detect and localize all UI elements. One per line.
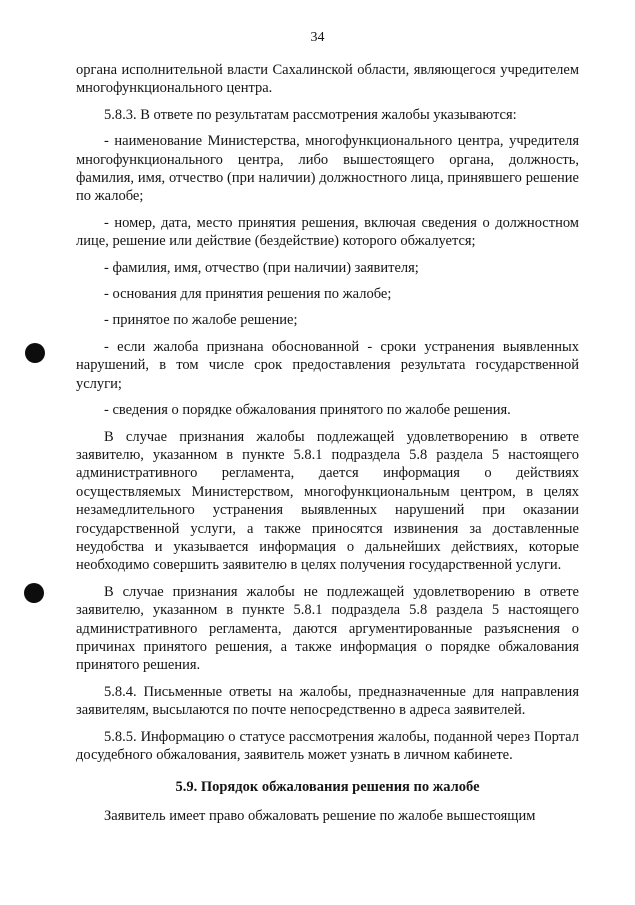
list-item-grounds: - основания для принятия решения по жалобе;: [104, 286, 392, 303]
paragraph-continuation: органа исполнительной власти Сахалинской области, являющегося учредителем многофункционального центра.: [76, 62, 579, 97]
binder-hole-bottom: [24, 583, 44, 603]
paragraph-5-8-5: 5.8.5. Информацию о статусе рассмотрения жалобы, поданной через Портал досудебного обжалования, заявитель может узнать в личном кабинете.: [76, 728, 579, 763]
paragraph-5-8-4: 5.8.4. Письменные ответы на жалобы, предназначенные для направления заявителям, высылаются по почте непосредственно в адреса заявителей.: [76, 683, 579, 719]
list-item-appeal-procedure: - сведения о порядке обжалования принятого по жалобе решения.: [104, 402, 511, 419]
paragraph-complaint-satisfied: В случае признания жалобы подлежащей удовлетворению в ответе заявителю, указанном в пункте 5.8.1 подраздела 5.8 раздела 5 настоящего административного регламента, дается информация о действиях осуществляемых Министерством, многофункциональным центром, в целях незамедлительного устранения выявленных нарушений при оказании государственной услуги, а также приносятся извинения за доставленные неудобства и указывается информация о дальнейших действиях, которые необходимо совершить заявителю в целях получения государственной услуги.: [76, 428, 579, 574]
page-number: 34: [310, 30, 325, 45]
list-item-applicant-name: - фамилия, имя, отчество (при наличии) заявителя;: [104, 259, 419, 276]
document-body: [76, 61, 579, 833]
paragraph-5-8-3: 5.8.3. В ответе по результатам рассмотрения жалобы указываются:: [104, 106, 517, 123]
section-heading-5-9: 5.9. Порядок обжалования решения по жалобе: [175, 779, 480, 796]
paragraph-appeal-right: Заявитель имеет право обжаловать решение по жалобе вышестоящим: [104, 807, 536, 824]
list-item-deadlines: - если жалоба признана обоснованной - сроки устранения выявленных нарушений, в том числе срок предоставления результата государственной услуги;: [76, 338, 579, 392]
list-item-ministry-name: - наименование Министерства, многофункционального центра, учредителя многофункционального центра, либо вышестоящего органа, должность, фамилия, имя, отчество (при наличии) должностного лица, принявшего решение по жалобе;: [76, 133, 579, 205]
paragraph-complaint-rejected: В случае признания жалобы не подлежащей удовлетворению в ответе заявителю, указанном в пункте 5.8.1 подраздела 5.8 раздела 5 настоящего административного регламента, даются аргументированные разъяснения о причинах принятого решения, а также информация о порядке обжалования принятого решения.: [76, 583, 579, 674]
binder-hole-top: [25, 343, 45, 363]
list-item-decision: - принятое по жалобе решение;: [104, 312, 298, 329]
list-item-decision-number: - номер, дата, место принятия решения, включая сведения о должностном лице, решение или действие (бездействие) которого обжалуется;: [76, 214, 579, 250]
